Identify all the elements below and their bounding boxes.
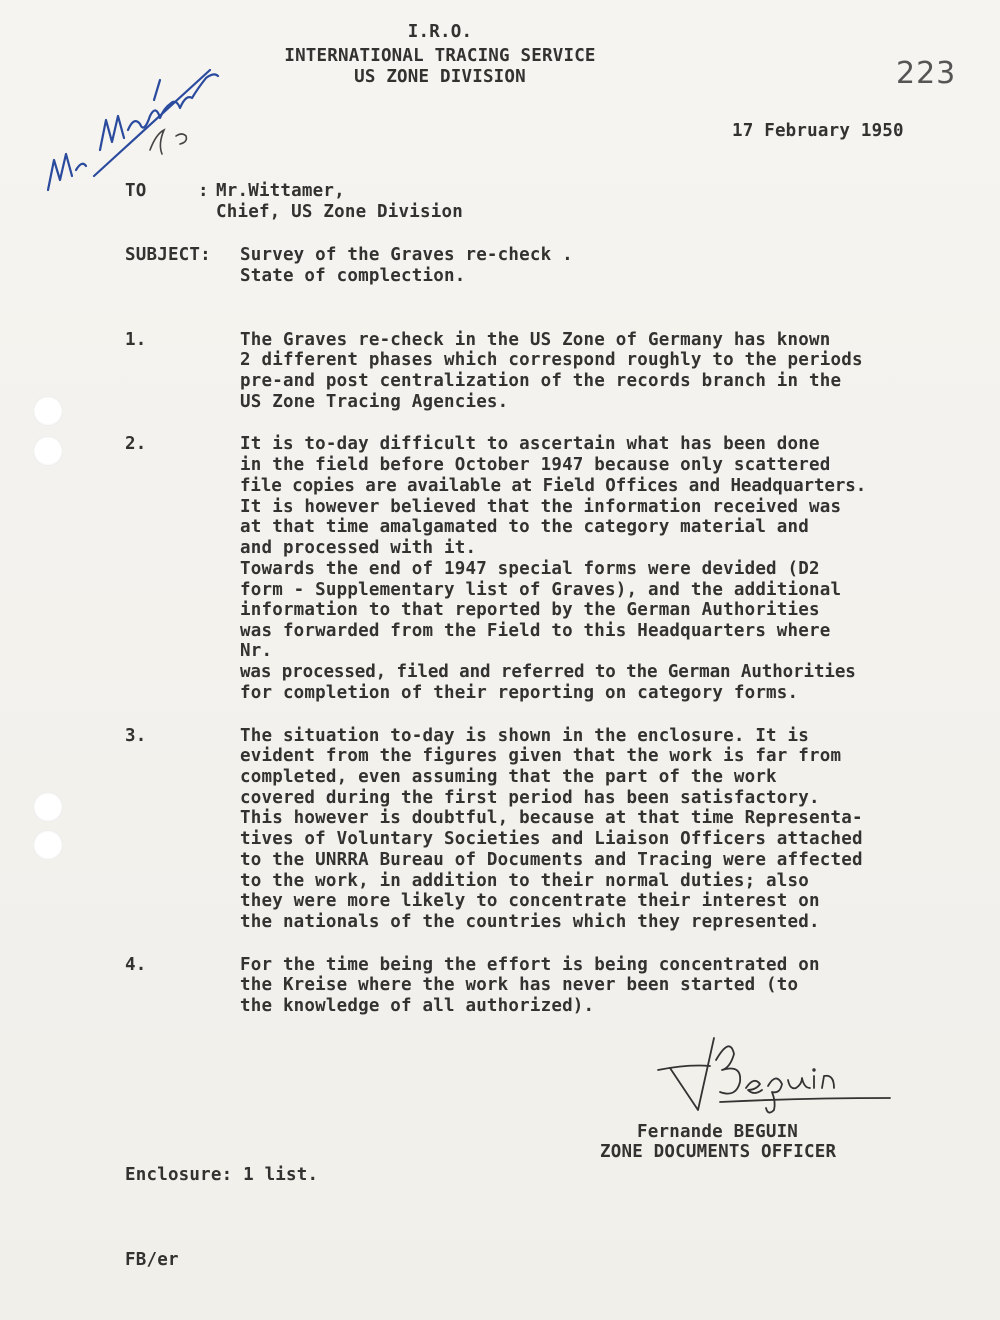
paragraph-4-line: For the time being the effort is being concentrated on xyxy=(240,955,820,975)
paragraph-4-line: the Kreise where the work has never been started (to xyxy=(240,975,799,995)
paragraph-3-line: to the work, in addition to their normal duties; also xyxy=(240,871,810,891)
paragraph-2-line: in the field before October 1947 because only scattered xyxy=(240,455,831,475)
paragraph-2-line: and processed with it. xyxy=(240,538,477,558)
recipient-title: Chief, US Zone Division xyxy=(216,202,463,222)
paragraph-2-line: was forwarded from the Field to this Headquarters where xyxy=(240,621,831,641)
paragraph-number-1: 1. xyxy=(125,330,147,350)
paragraph-2-line: file copies are available at Field Offices and Headquarters. xyxy=(240,476,867,496)
paragraph-3-line: This however is doubtful, because at that time Representa- xyxy=(240,808,863,828)
header-org: I.R.O. xyxy=(407,22,473,42)
paragraph-2-line: Towards the end of 1947 special forms were devided (D2 xyxy=(240,559,820,579)
handwritten-annotation-icon xyxy=(30,30,240,200)
punch-hole-top-1 xyxy=(33,396,63,426)
paragraph-2-line: at that time amalgamated to the category material and xyxy=(240,517,810,537)
signature-icon xyxy=(650,1030,900,1120)
punch-hole-bottom-1 xyxy=(33,792,63,822)
paragraph-3-line: evident from the figures given that the work is far from xyxy=(240,746,842,766)
recipient-name: Mr.Wittamer, xyxy=(216,181,345,201)
paragraph-1-line: pre-and post centralization of the records branch in the xyxy=(240,371,842,391)
paragraph-2-line: form - Supplementary list of Graves), and the additional xyxy=(240,580,842,600)
paragraph-3-line: tives of Voluntary Societies and Liaison Officers attached xyxy=(240,829,863,849)
subject-line-1: Survey of the Graves re-check . xyxy=(240,245,573,265)
page-number: 223 xyxy=(896,56,957,91)
signatory-title: ZONE DOCUMENTS OFFICER xyxy=(600,1142,837,1162)
paragraph-1-line: 2 different phases which correspond roughly to the periods xyxy=(240,350,863,370)
paragraph-2-line: It is however believed that the information received was xyxy=(240,497,842,517)
subject-label: SUBJECT: xyxy=(125,245,211,265)
signatory-name: Fernande BEGUIN xyxy=(637,1122,799,1142)
header-division: US ZONE DIVISION xyxy=(354,67,526,87)
header-service: INTERNATIONAL TRACING SERVICE xyxy=(284,46,596,66)
paragraph-1-line: US Zone Tracing Agencies. xyxy=(240,392,509,412)
subject-line-2: State of complection. xyxy=(240,266,466,286)
paragraph-3-line: The situation to-day is shown in the enclosure. It is xyxy=(240,726,810,746)
paragraph-3-line: completed, even assuming that the part of the work xyxy=(240,767,777,787)
paragraph-3-line: the nationals of the countries which they represented. xyxy=(240,912,820,932)
paragraph-3-line: to the UNRRA Bureau of Documents and Tracing were affected xyxy=(240,850,863,870)
paragraph-3-line: they were more likely to concentrate their interest on xyxy=(240,891,820,911)
letter-date: 17 February 1950 xyxy=(732,121,904,141)
paragraph-number-3: 3. xyxy=(125,726,147,746)
paragraph-3-line: covered during the first period has been satisfactory. xyxy=(240,788,820,808)
to-colon: : xyxy=(198,181,209,201)
paragraph-1-line: The Graves re-check in the US Zone of Germany has known xyxy=(240,330,831,350)
paragraph-2-line: It is to-day difficult to ascertain what has been done xyxy=(240,434,820,454)
enclosure-note: Enclosure: 1 list. xyxy=(125,1165,319,1185)
punch-hole-bottom-2 xyxy=(33,830,63,860)
paragraph-2-line: information to that reported by the German Authorities xyxy=(240,600,820,620)
reference-initials: FB/er xyxy=(125,1250,179,1270)
paragraph-number-4: 4. xyxy=(125,955,147,975)
paragraph-4-line: the knowledge of all authorized). xyxy=(240,996,595,1016)
paragraph-number-2: 2. xyxy=(125,434,147,454)
paragraph-2-line: was processed, filed and referred to the German Authorities xyxy=(240,662,856,682)
punch-hole-top-2 xyxy=(33,436,63,466)
to-label: TO xyxy=(125,181,147,201)
paragraph-2-line: for completion of their reporting on category forms. xyxy=(240,683,799,703)
paragraph-2-line: Nr. xyxy=(240,641,273,661)
